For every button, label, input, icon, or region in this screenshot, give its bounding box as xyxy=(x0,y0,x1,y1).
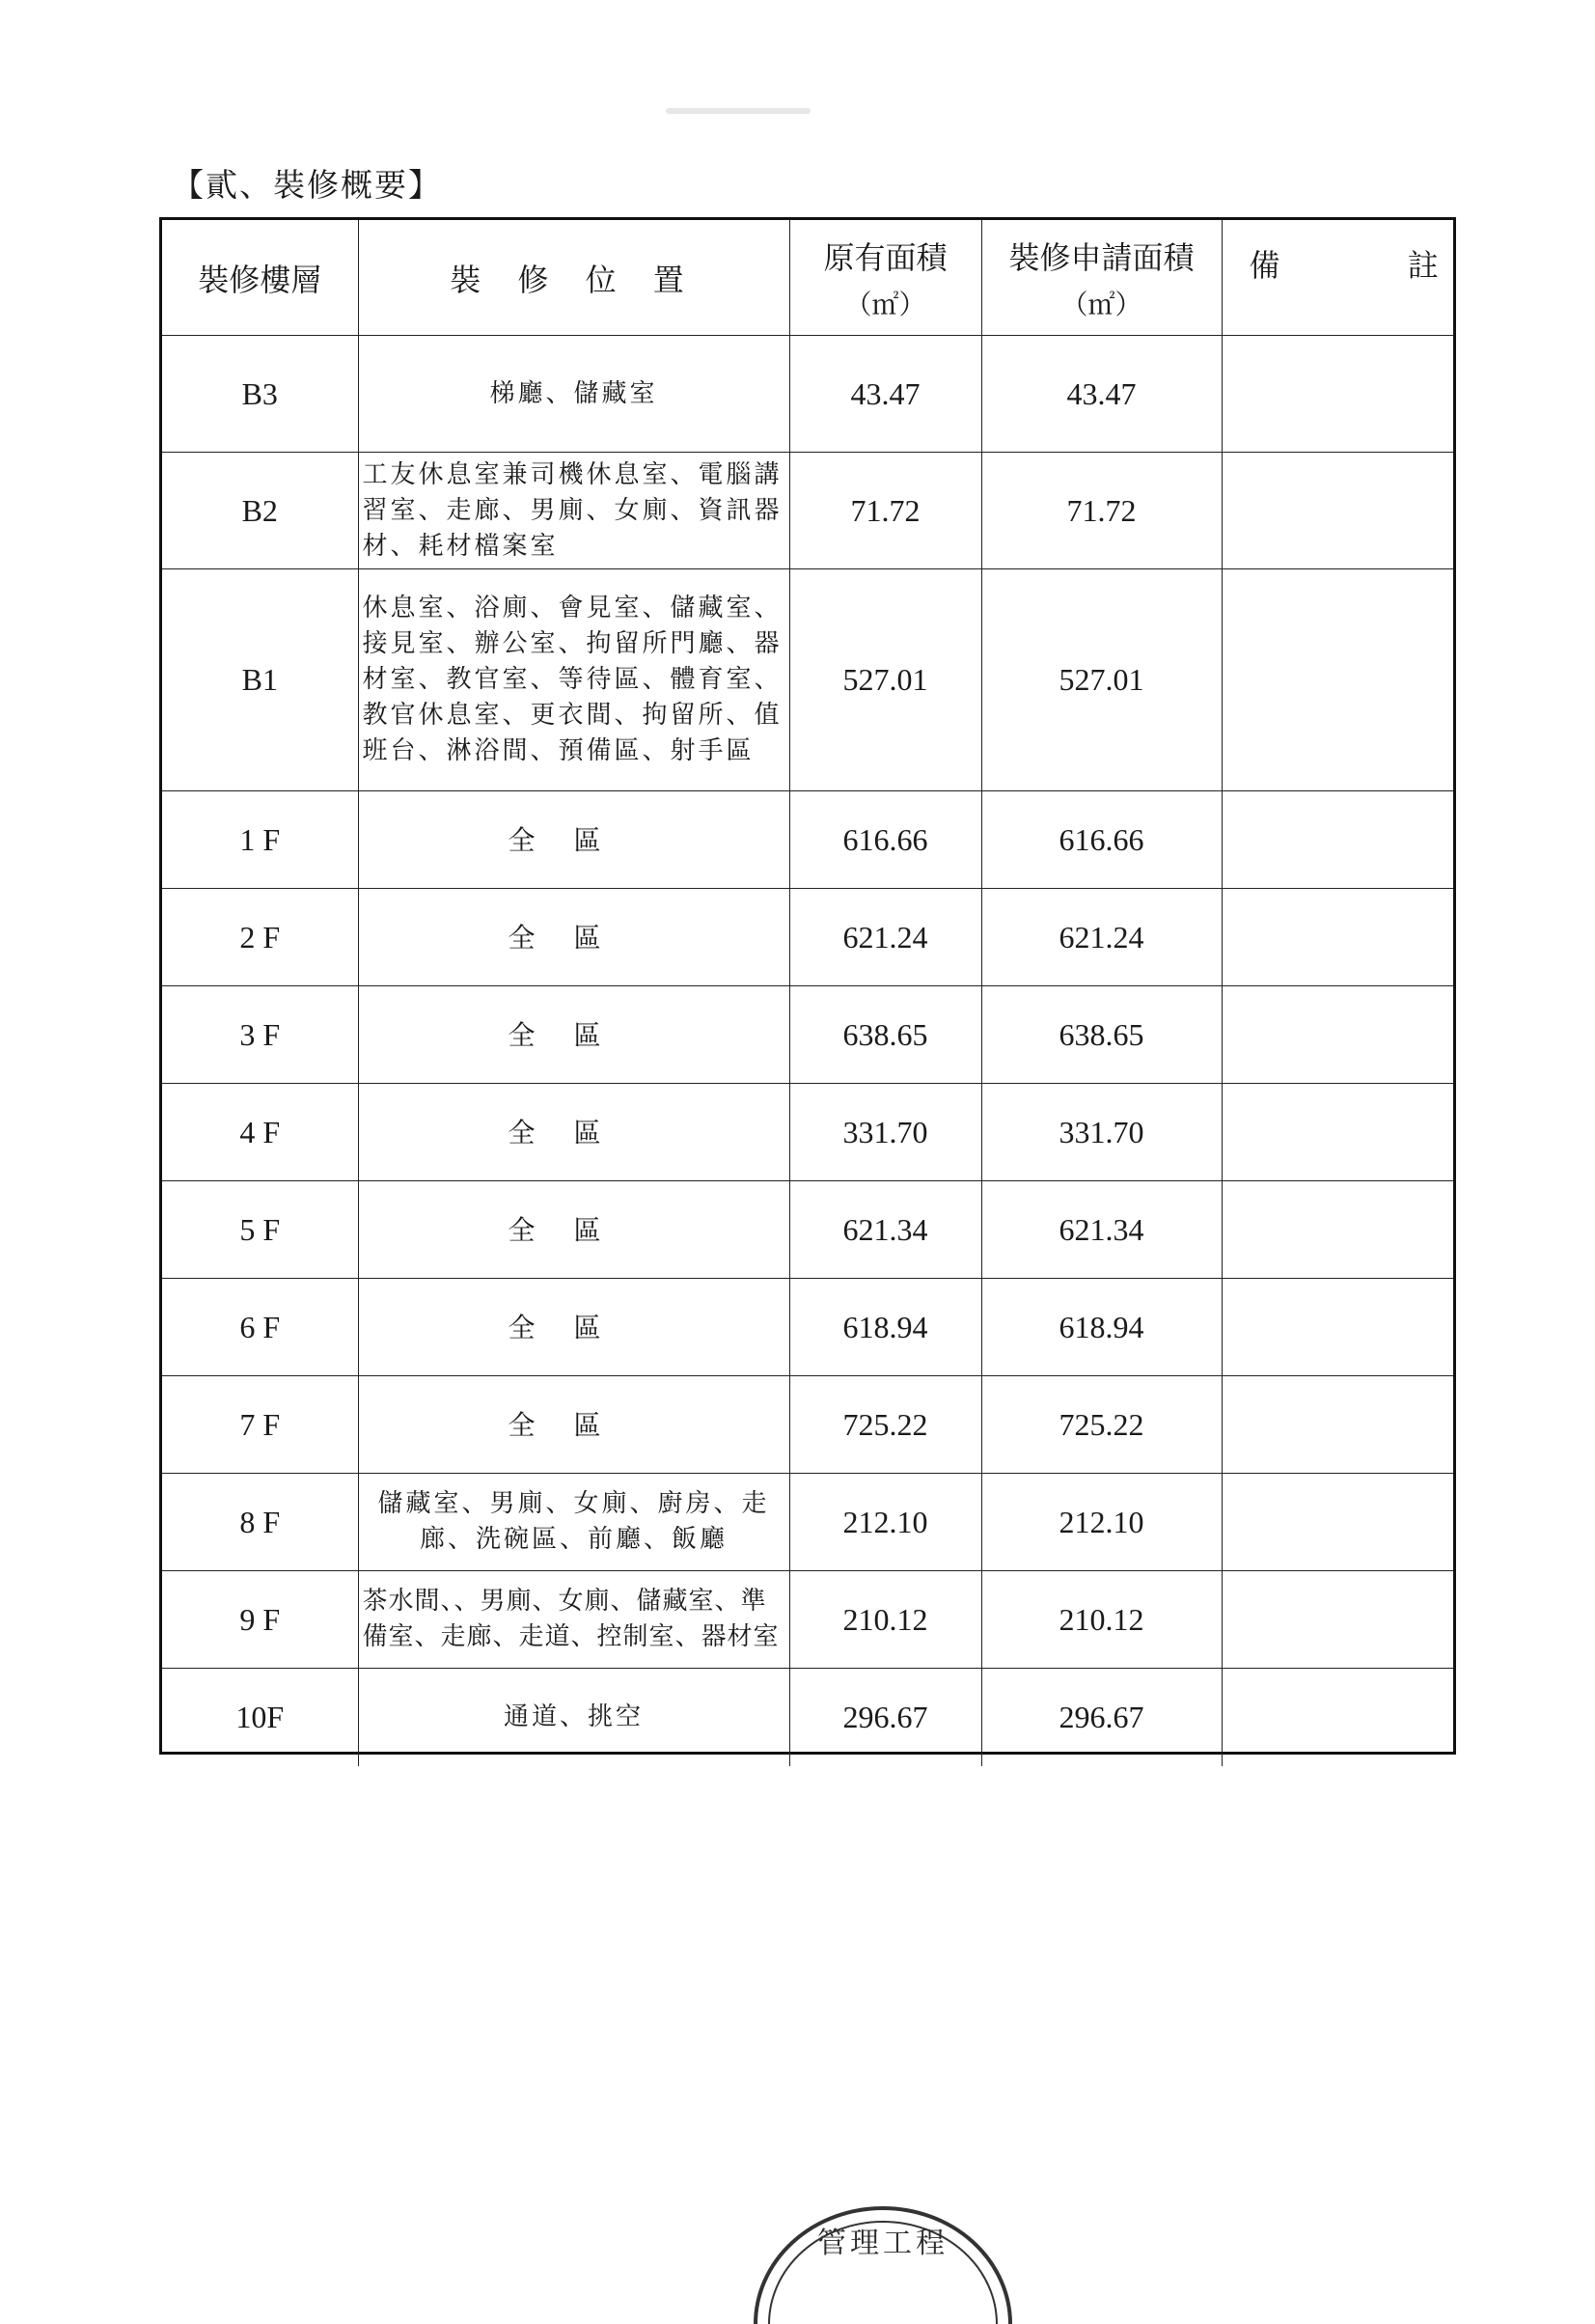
applied-area-cell: 212.10 xyxy=(981,1474,1222,1571)
original-area-cell: 210.12 xyxy=(789,1571,981,1669)
original-area-cell: 296.67 xyxy=(789,1669,981,1766)
applied-area-cell: 71.72 xyxy=(981,453,1222,569)
floor-cell: 3 F xyxy=(162,986,358,1084)
location-cell: 工友休息室兼司機休息室、電腦講習室、走廊、男廁、女廁、資訊器材、耗材檔案室 xyxy=(358,453,789,569)
note-cell xyxy=(1222,889,1453,986)
table-row xyxy=(162,1571,1453,1669)
table-row xyxy=(162,1669,1453,1766)
renovation-summary-table xyxy=(159,217,1456,1755)
applied-area-cell: 527.01 xyxy=(981,569,1222,791)
note-cell xyxy=(1222,1279,1453,1376)
note-cell xyxy=(1222,1181,1453,1279)
note-cell xyxy=(1222,1474,1453,1571)
applied-area-cell: 296.67 xyxy=(981,1669,1222,1766)
note-cell xyxy=(1222,453,1453,569)
applied-area-cell: 618.94 xyxy=(981,1279,1222,1376)
table-row xyxy=(162,336,1453,453)
applied-area-cell: 725.22 xyxy=(981,1376,1222,1474)
original-area-cell: 43.47 xyxy=(789,336,981,453)
floor-cell: B2 xyxy=(162,453,358,569)
note-cell xyxy=(1222,986,1453,1084)
scan-smudge xyxy=(666,108,811,114)
original-area-cell: 638.65 xyxy=(789,986,981,1084)
table-row xyxy=(162,1474,1453,1571)
location-cell: 休息室、浴廁、會見室、儲藏室、接見室、辦公室、拘留所門廳、器材室、教官室、等待區、體育室、教官休息室、更衣間、拘留所、值班台、淋浴間、預備區、射手區 xyxy=(358,569,789,791)
original-area-cell: 621.34 xyxy=(789,1181,981,1279)
floor-cell: 2 F xyxy=(162,889,358,986)
original-area-cell: 71.72 xyxy=(789,453,981,569)
note-cell xyxy=(1222,569,1453,791)
header-applied-area-label: 裝修申請面積 xyxy=(1008,238,1195,276)
seal-text: 管理工程 xyxy=(817,2227,949,2260)
floor-cell: 10F xyxy=(162,1669,358,1766)
note-cell xyxy=(1222,1084,1453,1181)
location-text: 全區 xyxy=(508,1408,640,1441)
header-original-area xyxy=(789,220,981,336)
table-row xyxy=(162,1084,1453,1181)
header-original-area-label: 原有面積 xyxy=(823,238,948,276)
location-cell: 儲藏室、男廁、女廁、廚房、走廊、洗碗區、前廳、飯廳 xyxy=(358,1474,789,1571)
original-area-cell: 725.22 xyxy=(789,1376,981,1474)
section-heading: 【貳、裝修概要】 xyxy=(172,166,442,204)
applied-area-cell: 616.66 xyxy=(981,791,1222,889)
note-cell xyxy=(1222,1376,1453,1474)
location-cell: 茶水間、、男廁、女廁、儲藏室、準備室、走廊、走道、控制室、器材室 xyxy=(358,1571,789,1669)
location-cell xyxy=(358,1376,789,1474)
floor-cell: 1 F xyxy=(162,791,358,889)
header-note-char-2: 註 xyxy=(1407,247,1439,284)
applied-area-cell: 621.24 xyxy=(981,889,1222,986)
floor-cell: B3 xyxy=(162,336,358,453)
floor-cell: 9 F xyxy=(162,1571,358,1669)
floor-cell: B1 xyxy=(162,569,358,791)
location-cell xyxy=(358,986,789,1084)
location-cell: 梯廳、儲藏室 xyxy=(358,336,789,453)
table-header-row xyxy=(162,220,1453,336)
location-text: 全區 xyxy=(508,1116,640,1148)
note-cell xyxy=(1222,791,1453,889)
table-row xyxy=(162,986,1453,1084)
note-cell xyxy=(1222,1571,1453,1669)
applied-area-cell: 43.47 xyxy=(981,336,1222,453)
table-row xyxy=(162,1279,1453,1376)
table-row xyxy=(162,1376,1453,1474)
location-cell xyxy=(358,1181,789,1279)
original-area-cell: 618.94 xyxy=(789,1279,981,1376)
original-area-cell: 527.01 xyxy=(789,569,981,791)
table-row xyxy=(162,791,1453,889)
floor-cell: 5 F xyxy=(162,1181,358,1279)
table-row xyxy=(162,453,1453,569)
location-text: 全區 xyxy=(508,1018,640,1051)
header-applied-area-unit: （㎡） xyxy=(1060,288,1142,320)
original-area-cell: 616.66 xyxy=(789,791,981,889)
location-text: 全區 xyxy=(508,823,640,856)
applied-area-cell: 210.12 xyxy=(981,1571,1222,1669)
table-row xyxy=(162,569,1453,791)
header-note xyxy=(1222,220,1453,336)
location-cell xyxy=(358,889,789,986)
header-floor: 裝修樓層 xyxy=(162,220,358,336)
header-original-area-unit: （㎡） xyxy=(844,288,926,320)
seal-stamp xyxy=(748,2189,1018,2324)
location-cell xyxy=(358,1279,789,1376)
location-cell xyxy=(358,1084,789,1181)
original-area-cell: 212.10 xyxy=(789,1474,981,1571)
location-text: 全區 xyxy=(508,921,640,954)
applied-area-cell: 331.70 xyxy=(981,1084,1222,1181)
floor-cell: 8 F xyxy=(162,1474,358,1571)
table-row xyxy=(162,889,1453,986)
location-text: 全區 xyxy=(508,1311,640,1343)
applied-area-cell: 621.34 xyxy=(981,1181,1222,1279)
original-area-cell: 621.24 xyxy=(789,889,981,986)
table-row xyxy=(162,1181,1453,1279)
location-text: 全區 xyxy=(508,1213,640,1246)
floor-cell: 7 F xyxy=(162,1376,358,1474)
note-cell xyxy=(1222,336,1453,453)
header-location: 裝 修 位 置 xyxy=(358,220,789,336)
header-note-char-1: 備 xyxy=(1249,247,1280,284)
original-area-cell: 331.70 xyxy=(789,1084,981,1181)
header-applied-area xyxy=(981,220,1222,336)
note-cell xyxy=(1222,1669,1453,1766)
applied-area-cell: 638.65 xyxy=(981,986,1222,1084)
location-cell xyxy=(358,791,789,889)
floor-cell: 4 F xyxy=(162,1084,358,1181)
location-cell: 通道、挑空 xyxy=(358,1669,789,1766)
floor-cell: 6 F xyxy=(162,1279,358,1376)
